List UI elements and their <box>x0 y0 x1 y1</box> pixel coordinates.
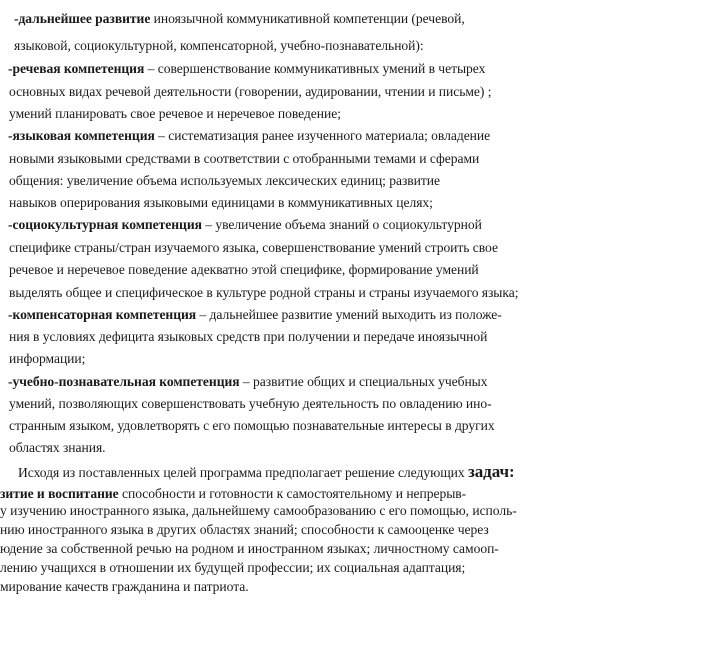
text-line-21: Исходя из поставленных целей программа предполагает решение следующих задач: <box>18 462 515 481</box>
text-line-19: странным языком, удовлетворять с его помощью познавательные интересы в других <box>9 418 495 433</box>
text-line-5: умений планировать свое речевое и неречевое поведение; <box>9 106 341 121</box>
text-line-10: -социокультурная компетенция – увеличение объема знаний о социокультурной <box>8 217 482 232</box>
text-line-1: -дальнейшее развитие иноязычной коммуникативной компетенции (речевой, <box>14 11 465 26</box>
text-line-14: -компенсаторная компетенция – дальнейшее развитие умений выходить из положе- <box>8 307 502 322</box>
text-line-4: основных видах речевой деятельности (говорении, аудировании, чтении и письме) ; <box>9 84 492 99</box>
text-line-18: умений, позволяющих совершенствовать учебную деятельность по овладению ино- <box>9 396 492 411</box>
text-line-16: информации; <box>9 351 86 366</box>
text-line-17: -учебно-познавательная компетенция – развитие общих и специальных учебных <box>8 374 488 389</box>
text-line-13: выделять общее и специфическое в культуре родной страны и страны изучаемого языка; <box>9 285 519 300</box>
text-line-22: зитие и воспитание способности и готовности к самостоятельному и непрерыв- <box>0 486 467 501</box>
text-line-20: областях знания. <box>9 440 106 455</box>
text-line-9: навыков оперирования языковыми единицами в коммуникативных целях; <box>9 195 433 210</box>
text-line-2: языковой, социокультурной, компенсаторной, учебно-познавательной): <box>14 38 424 53</box>
text-line-7: новыми языковыми средствами в соответствии с отобранными темами и сферами <box>9 151 480 166</box>
text-line-12: речевое и неречевое поведение адекватно этой специфике, формирование умений <box>9 262 479 277</box>
text-line-23: у изучению иностранного языка, дальнейшему самообразованию с его помощью, исполь- <box>0 503 517 518</box>
text-line-25: юдение за собственной речью на родном и иностранном языках; личностному самооп- <box>0 541 499 556</box>
text-line-3: -речевая компетенция – совершенствование коммуникативных умений в четырех <box>8 61 486 76</box>
text-line-6: -языковая компетенция – систематизация ранее изученного материала; овладение <box>8 128 491 143</box>
text-line-8: общения: увеличение объема используемых лексических единиц; развитие <box>9 173 440 188</box>
text-line-26: лению учащихся в отношении их будущей профессии; их социальная адаптация; <box>0 560 466 575</box>
text-line-24: нию иностранного языка в других областях знаний; способности к самооценке через <box>0 522 489 537</box>
text-line-27: мирование качеств гражданина и патриота. <box>0 579 249 594</box>
text-line-15: ния в условиях дефицита языковых средств при получении и передаче иноязычной <box>9 329 488 344</box>
text-line-11: специфике страны/стран изучаемого языка, совершенствование умений строить свое <box>9 240 498 255</box>
